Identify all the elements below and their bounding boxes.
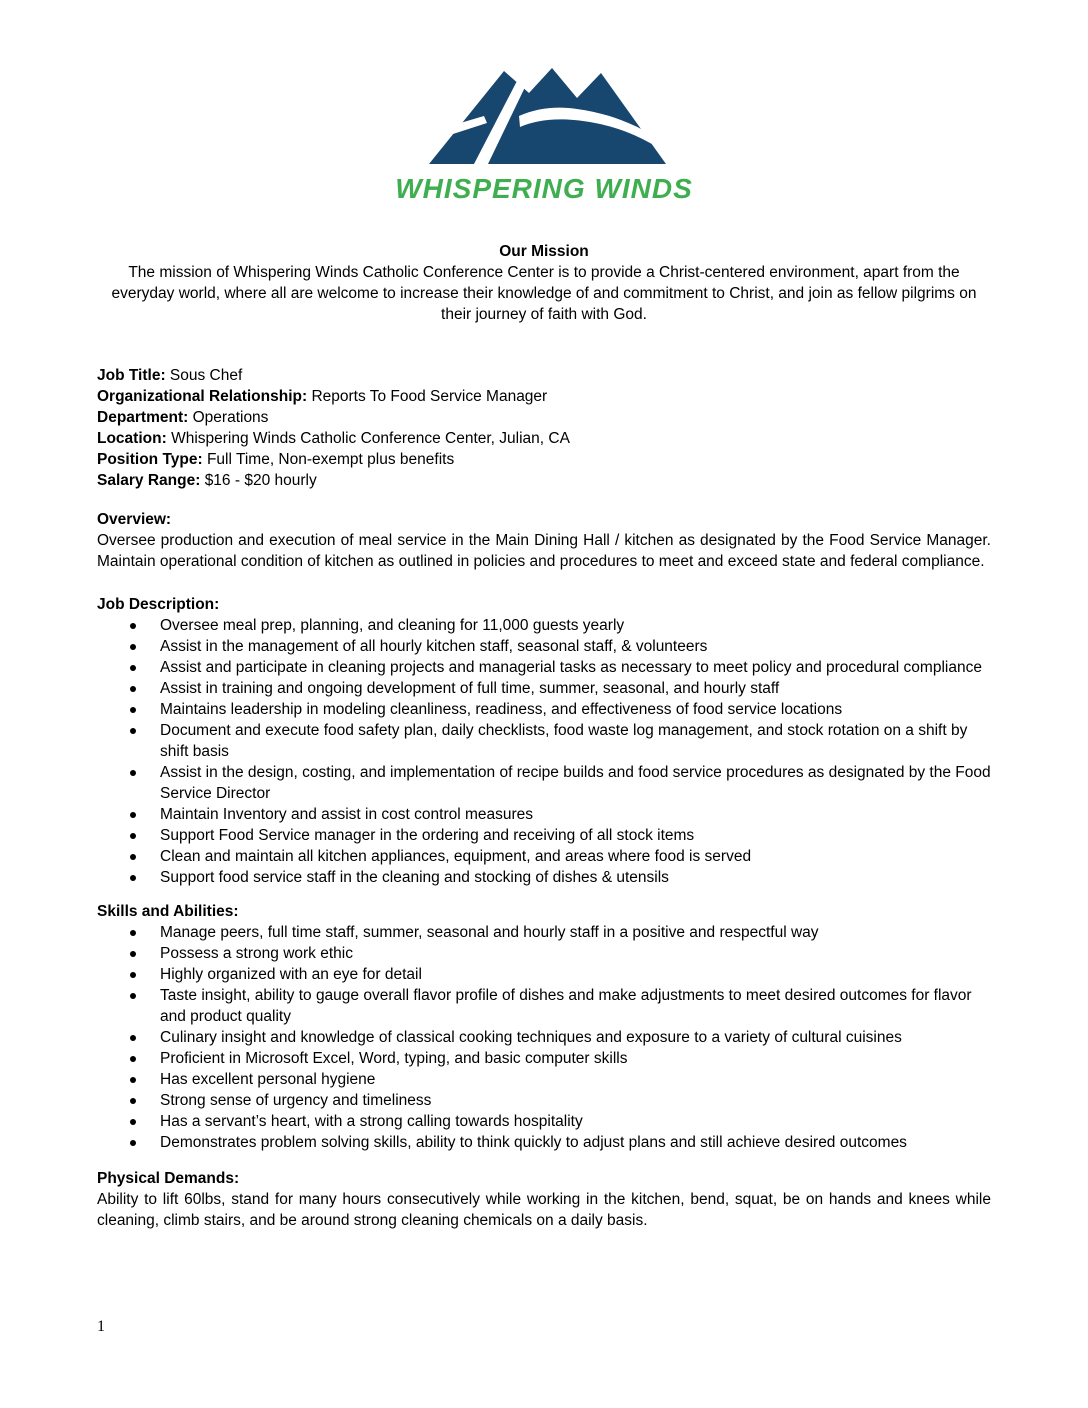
brand-wordmark: WHISPERING WINDS [395,173,693,204]
org-relationship-value: Reports To Food Service Manager [311,388,548,405]
skills-bullet: Has a servant’s heart, with a strong calling towards hospitality [160,1111,991,1132]
skills-bullet: Manage peers, full time staff, summer, seasonal and hourly staff in a positive and respectful way [160,922,991,943]
job-description-heading: Job Description: [97,596,220,613]
location-label: Location: [97,430,172,447]
job-title-label: Job Title: [97,367,170,384]
skills-bullet: Proficient in Microsoft Excel, Word, typing, and basic computer skills [160,1048,991,1069]
job-description-bullet: Maintain Inventory and assist in cost control measures [160,804,991,825]
mission-heading: Our Mission [499,243,589,260]
overview-heading: Overview: [97,511,172,528]
job-description-bullet: Assist in the design, costing, and implementation of recipe builds and food service procedures as designated by the Food Service Director [160,764,991,802]
salary-range-label: Salary Range: [97,472,205,489]
job-description-bullet: Oversee meal prep, planning, and cleaning for 11,000 guests yearly [160,615,991,636]
position-type-label: Position Type: [97,451,207,468]
job-description-bullet: Support Food Service manager in the ordering and receiving of all stock items [160,825,991,846]
salary-range-line [97,470,991,491]
mountains-logo-icon [422,66,666,164]
location-line [97,428,991,449]
job-description-bullet: Support food service staff in the cleaning and stocking of dishes & utensils [160,867,991,888]
skills-heading: Skills and Abilities: [97,903,239,920]
skills-bullet: Taste insight, ability to gauge overall flavor profile of dishes and make adjustments to meet desired outcomes for flavor and product quality [160,985,991,1027]
job-description-bullet: Assist in the management of all hourly kitchen staff, seasonal staff, & volunteers [160,636,991,657]
position-type-line [97,449,991,470]
skills-bullet: Possess a strong work ethic [160,943,991,964]
org-relationship-label: Organizational Relationship: [97,388,312,405]
job-title-line [97,365,991,386]
department-line [97,407,991,428]
job-description-bullet: Clean and maintain all kitchen appliances, equipment, and areas where food is served [160,846,991,867]
salary-range-value: $16 - $20 hourly [204,472,317,489]
page-number: 1 [97,1318,105,1335]
job-description-bullet: Document and execute food safety plan, daily checklists, food waste log management, and stock rotation on a shift by shift basis [160,720,991,762]
department-value: Operations [192,409,269,426]
position-type-value: Full Time, Non-exempt plus benefits [206,451,455,468]
job-title-value: Sous Chef [169,367,243,384]
mission-body: The mission of Whispering Winds Catholic Conference Center is to provide a Christ-centered environment, apart from the everyday world, where all are welcome to increase their knowledge of and commitment to Christ, and join as fellow pilgrims on their journey of faith with God. [111,264,977,323]
department-label: Department: [97,409,193,426]
job-description-bullet: Maintains leadership in modeling cleanliness, readiness, and effectiveness of food service locations [160,699,991,720]
skills-list [97,922,991,1153]
job-description-bullet: Assist and participate in cleaning projects and managerial tasks as necessary to meet policy and procedural compliance [160,657,991,678]
org-relationship-line [97,386,991,407]
skills-bullet: Has excellent personal hygiene [160,1069,991,1090]
physical-demands-heading: Physical Demands: [97,1170,240,1187]
logo-block [97,66,991,205]
skills-bullet: Strong sense of urgency and timeliness [160,1090,991,1111]
job-description-list [97,615,991,888]
skills-bullet: Culinary insight and knowledge of classical cooking techniques and exposure to a variety of cultural cuisines [160,1027,991,1048]
skills-bullet: Highly organized with an eye for detail [160,964,991,985]
location-value: Whispering Winds Catholic Conference Center, Julian, CA [171,430,570,447]
skills-bullet: Demonstrates problem solving skills, ability to think quickly to adjust plans and still achieve desired outcomes [160,1132,991,1153]
physical-demands-body: Ability to lift 60lbs, stand for many hours consecutively while working in the kitchen, bend, squat, be on hands and knees while cleaning, climb stairs, and be around strong cleaning chemicals on a daily basis. [97,1191,991,1229]
overview-body: Oversee production and execution of meal service in the Main Dining Hall / kitchen as designated by the Food Service Manager. Maintain operational condition of kitchen as outlined in policies and procedures to meet and exceed state and federal compliance. [97,532,991,570]
job-details [97,365,991,491]
job-description-bullet: Assist in training and ongoing development of full time, summer, seasonal, and hourly staff [160,678,991,699]
